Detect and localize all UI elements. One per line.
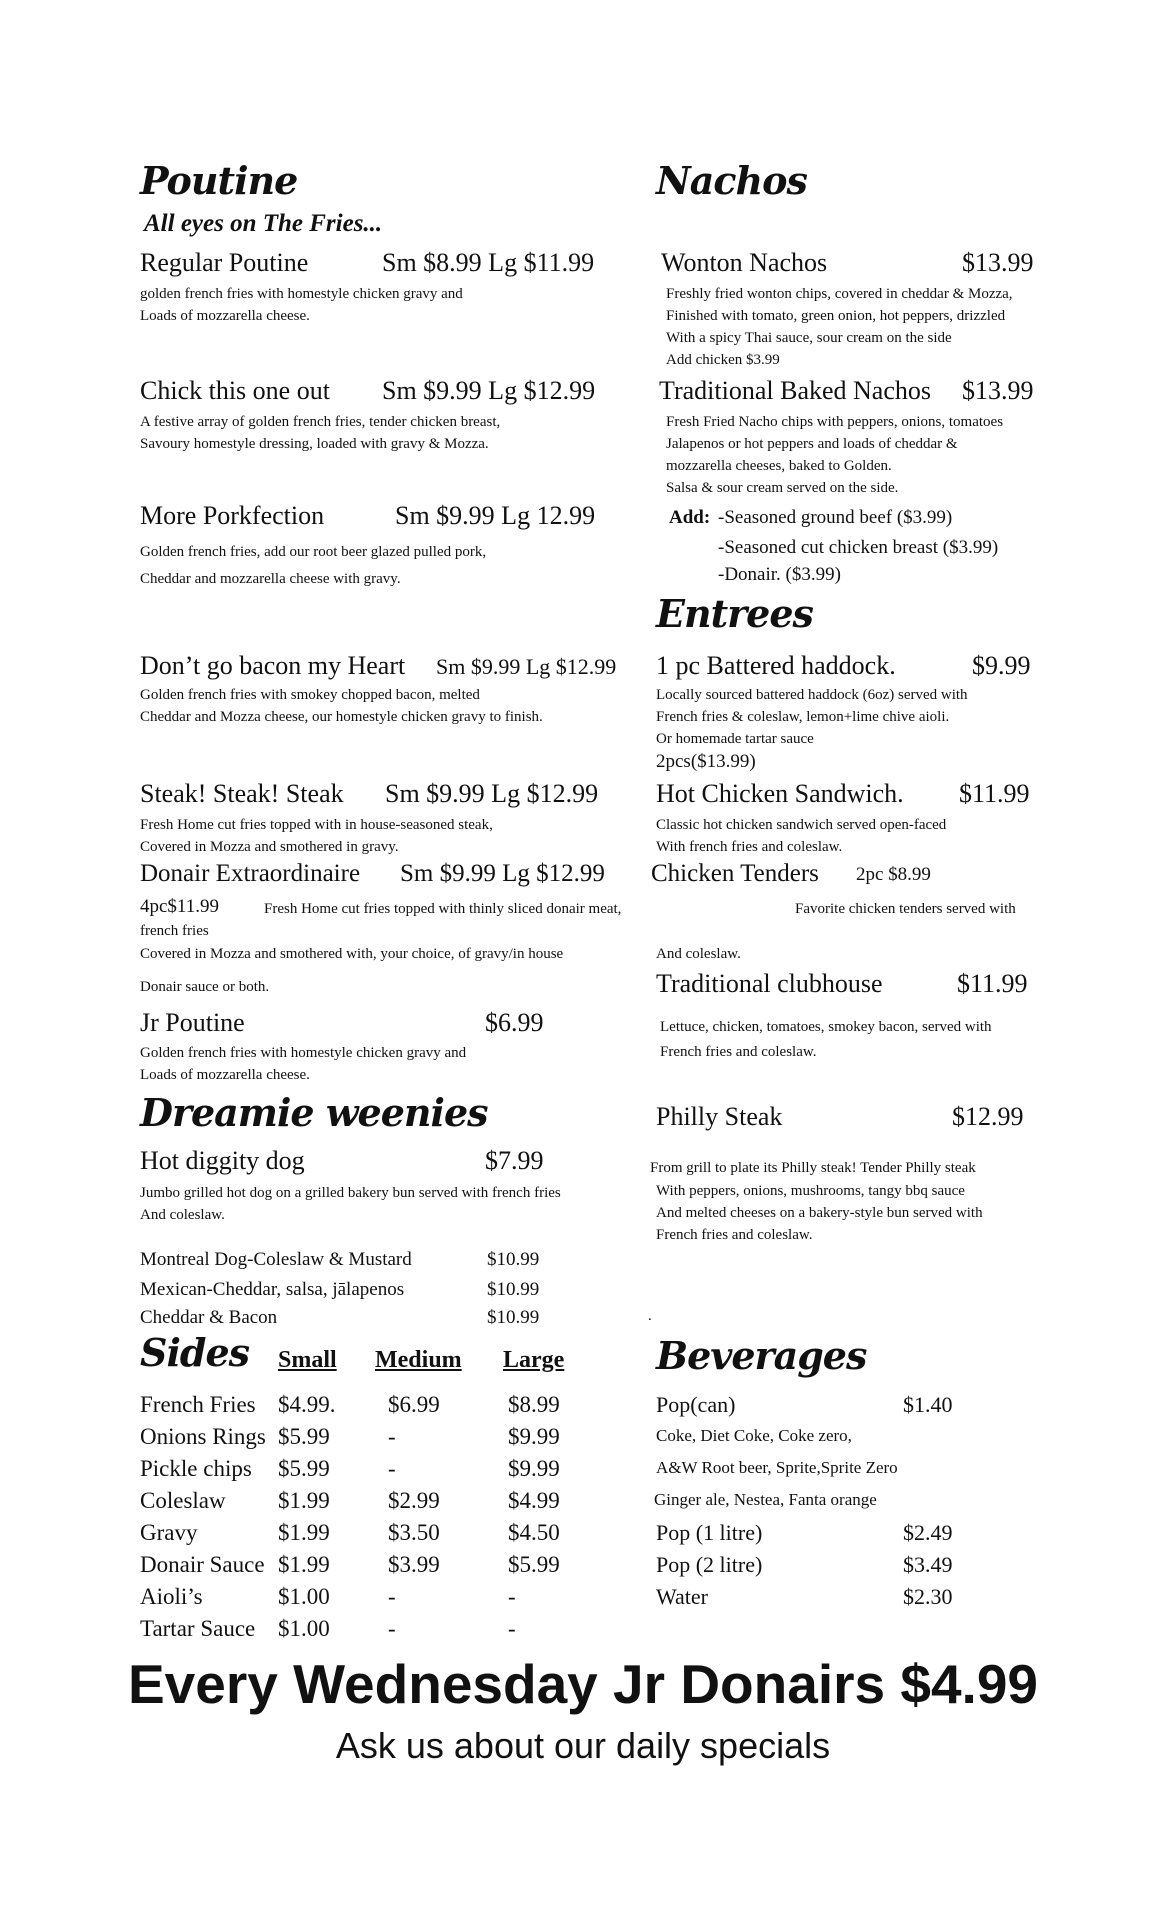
side-price-small: $1.00 [278,1584,330,1609]
entrees-heading: Entrees [656,591,813,636]
side-name: Gravy [140,1520,198,1545]
stray-mark: . [648,1308,652,1324]
side-price-large: $9.99 [508,1424,560,1449]
side-price-medium: $2.99 [388,1488,440,1513]
sides-heading: Sides [140,1330,250,1375]
item-price: Sm $9.99 Lg $12.99 [400,860,605,887]
nachos-heading: Nachos [656,158,807,203]
item-description-line: Favorite chicken tenders served with [795,901,1016,917]
item-name: Hot Chicken Sandwich. [656,779,904,808]
side-price-small: $1.99 [278,1520,330,1545]
item-name: Chicken Tenders [651,860,819,887]
item-description: Jumbo grilled hot dog on a grilled bakery bun served with french fries And coleslaw. [140,1185,561,1223]
side-price-small: $1.99 [278,1552,330,1577]
beverage-price: $1.40 [903,1392,953,1417]
poutine-heading: Poutine [140,158,298,203]
side-price-medium: - [388,1584,396,1609]
item-description: golden french fries with homestyle chicken gravy and Loads of mozzarella cheese. [140,286,463,324]
item-price: Sm $8.99 Lg $11.99 [382,248,595,277]
side-price-small: $4.99. [278,1392,336,1417]
item-description: A festive array of golden french fries, tender chicken breast, Savoury homestyle dressing, loaded with gravy & Mozza. [140,414,501,452]
side-price-small: $1.99 [278,1488,330,1513]
item-price: $13.99 [962,248,1034,277]
item-description: Classic hot chicken sandwich served open-faced With french fries and coleslaw. [656,817,947,855]
item-price: 2pc $8.99 [856,864,931,885]
item-description: Golden french fries with smokey chopped bacon, melted Cheddar and Mozza cheese, our homestyle chicken gravy to finish. [140,687,543,725]
daily-specials-note: Ask us about our daily specials [335,1725,831,1766]
variant-name: Cheddar & Bacon [140,1307,278,1328]
variant-price: $10.99 [487,1307,540,1328]
item-name: Don’t go bacon my Heart [140,651,406,680]
variant-name: Mexican-Cheddar, salsa, jālapenos [140,1279,405,1300]
side-price-large: - [508,1584,516,1609]
item-description: Locally sourced battered haddock (6oz) served with French fries & coleslaw, lemon+lime chive aioli. Or homemade tartar sauce [656,687,968,747]
item-description: Freshly fried wonton chips, covered in cheddar & Mozza, Finished with tomato, green onion, hot peppers, drizzled With a spicy Thai sauce, sour cream on the side Add chicken $3.99 [666,286,1013,368]
add-option: -Donair. ($3.99) [718,564,841,585]
side-name: French Fries [140,1392,256,1417]
item-name: Donair Extraordinaire [140,860,361,887]
side-price-medium: - [388,1424,396,1449]
side-price-large: $4.50 [508,1520,560,1545]
side-price-large: $9.99 [508,1456,560,1481]
item-name: Hot diggity dog [140,1146,305,1175]
side-price-medium: - [388,1616,396,1641]
item-description: Golden french fries with homestyle chicken gravy and Loads of mozzarella cheese. [140,1045,467,1083]
item-price: Sm $9.99 Lg $12.99 [436,654,617,679]
item-name: Regular Poutine [140,248,309,277]
item-description: With peppers, onions, mushrooms, tangy bbq sauce And melted cheeses on a bakery-style bun served with French fries and coleslaw. [656,1183,983,1243]
item-price: $6.99 [485,1008,544,1037]
side-price-large: $4.99 [508,1488,560,1513]
side-name: Aioli’s [140,1584,203,1609]
beverage-price: $3.49 [903,1552,953,1577]
beverage-flavors-line: Coke, Diet Coke, Coke zero, [656,1426,852,1445]
weenies-heading: Dreamie weenies [140,1090,488,1135]
item-name: Traditional clubhouse [656,969,883,998]
item-description-line: Covered in Mozza and smothered with, your choice, of gravy/in house [140,946,564,962]
beverage-flavors-line: A&W Root beer, Sprite,Sprite Zero [656,1458,898,1477]
side-price-medium: $3.50 [388,1520,440,1545]
column-header-medium: Medium [375,1347,462,1373]
beverage-price: $2.30 [903,1584,953,1609]
side-price-small: $1.00 [278,1616,330,1641]
item-name: Traditional Baked Nachos [659,376,931,405]
side-name: Onions Rings [140,1424,266,1449]
side-name: Coleslaw [140,1488,226,1513]
item-description-line: Donair sauce or both. [140,979,270,995]
beverage-name: Pop(can) [656,1392,736,1417]
column-header-large: Large [503,1347,565,1373]
beverage-flavors-line: Ginger ale, Nestea, Fanta orange [654,1490,877,1509]
variant-name: Montreal Dog-Coleslaw & Mustard [140,1249,412,1270]
beverage-name: Pop (1 litre) [656,1520,763,1545]
column-header-small: Small [278,1347,337,1373]
beverage-name: Water [656,1584,708,1609]
side-price-small: $5.99 [278,1424,330,1449]
side-price-large: $5.99 [508,1552,560,1577]
item-price-4pc: 4pc$11.99 [140,896,219,917]
item-price: $12.99 [952,1102,1024,1131]
item-extra-price: 2pcs($13.99) [656,751,756,772]
beverage-name: Pop (2 litre) [656,1552,763,1577]
add-option: -Seasoned cut chicken breast ($3.99) [718,537,999,558]
item-price: $7.99 [485,1146,544,1175]
variant-price: $10.99 [487,1279,540,1300]
side-price-small: $5.99 [278,1456,330,1481]
item-name: Jr Poutine [140,1008,245,1037]
item-price: Sm $9.99 Lg 12.99 [395,501,596,530]
item-price: $11.99 [957,969,1028,998]
item-name: Wonton Nachos [661,248,828,277]
item-description-line: And coleslaw. [656,946,741,962]
add-label: Add: [669,507,711,528]
item-name: More Porkfection [140,501,325,530]
item-name: Steak! Steak! Steak [140,779,344,808]
side-name: Pickle chips [140,1456,252,1481]
item-name: 1 pc Battered haddock. [656,651,896,680]
item-price: Sm $9.99 Lg $12.99 [382,376,596,405]
beverages-heading: Beverages [656,1333,867,1378]
item-description: Golden french fries, add our root beer glazed pulled pork, Cheddar and mozzarella cheese with gravy. [140,544,487,587]
item-description: Fresh Fried Nacho chips with peppers, onions, tomatoes Jalapenos or hot peppers and loads of cheddar & mozzarella cheeses, baked to Golden. Salsa & sour cream served on the side. [666,414,1004,496]
item-price: Sm $9.99 Lg $12.99 [385,779,599,808]
item-description-line: french fries [140,923,209,939]
item-description: Lettuce, chicken, tomatoes, smokey bacon, served with French fries and coleslaw. [660,1019,992,1060]
item-name: Philly Steak [656,1102,783,1131]
item-description-line: Fresh Home cut fries topped with thinly sliced donair meat, [264,901,622,917]
add-option: -Seasoned ground beef ($3.99) [718,507,953,528]
item-description-line: From grill to plate its Philly steak! Tender Philly steak [650,1160,976,1176]
side-name: Tartar Sauce [140,1616,256,1641]
side-price-medium: - [388,1456,396,1481]
side-name: Donair Sauce [140,1552,265,1577]
variant-price: $10.99 [487,1249,540,1270]
side-price-large: - [508,1616,516,1641]
side-price-large: $8.99 [508,1392,560,1417]
item-price: $9.99 [972,651,1031,680]
beverage-price: $2.49 [903,1520,953,1545]
poutine-tagline: All eyes on The Fries... [144,210,383,237]
item-price: $11.99 [959,779,1030,808]
side-price-medium: $3.99 [388,1552,440,1577]
side-price-medium: $6.99 [388,1392,440,1417]
item-description: Fresh Home cut fries topped with in house-seasoned steak, Covered in Mozza and smothered in gravy. [140,817,493,855]
wednesday-promo: Every Wednesday Jr Donairs $4.99 [127,1653,1039,1715]
item-name: Chick this one out [140,376,330,405]
item-price: $13.99 [962,376,1034,405]
